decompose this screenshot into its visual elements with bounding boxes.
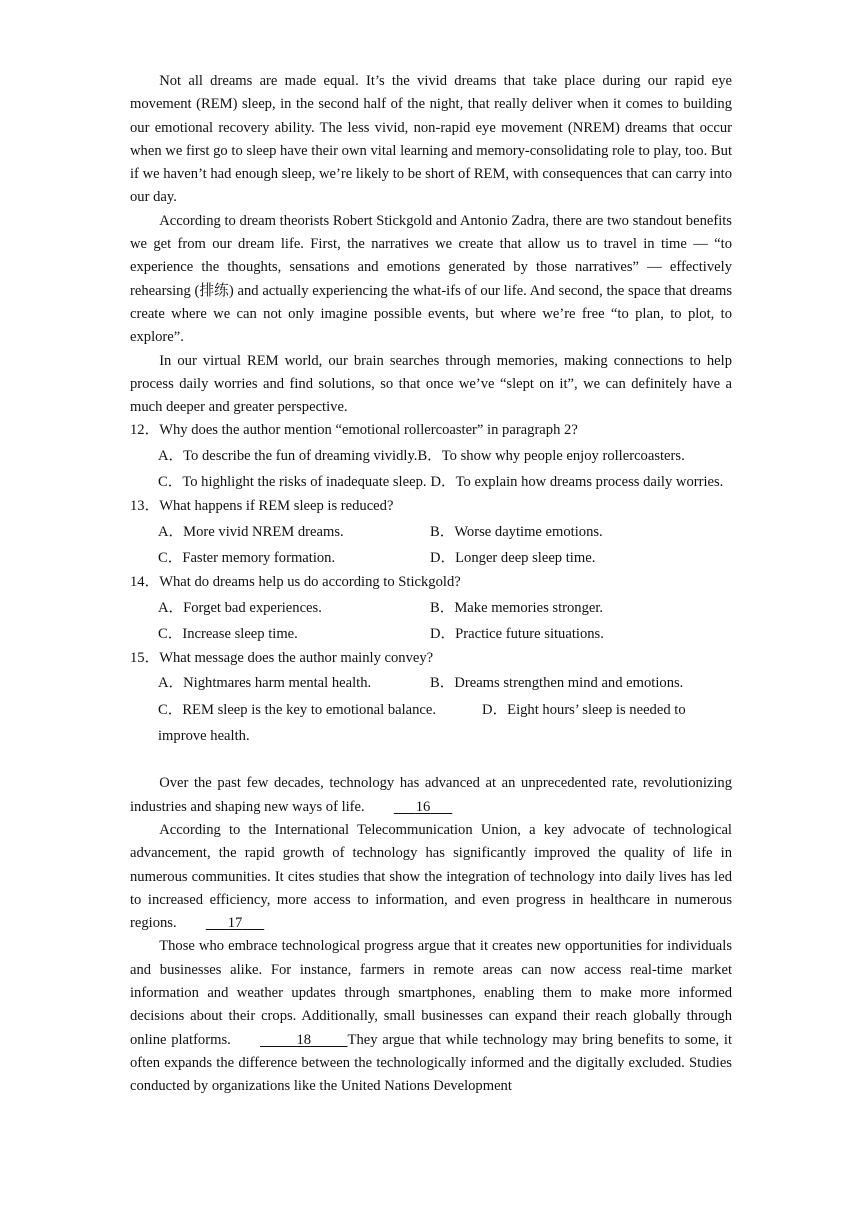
question-15: [130, 647, 732, 670]
blank-18: [231, 1029, 348, 1052]
option-c: C．Increase sleep time.: [158, 625, 298, 642]
question-14: [130, 571, 732, 594]
question-number: 14．: [130, 574, 160, 591]
passage-b-paragraph-1: [130, 772, 732, 819]
question-12-options: [158, 443, 732, 496]
option-b: B．Worse daytime emotions.: [430, 523, 603, 540]
paragraph-text: They argue that while technology may bring benefits to some, it often expands the difference between the technologically informed and the digitally excluded. Studies conducted by organizations like the United Nations Development: [130, 1031, 732, 1095]
question-12: [130, 419, 732, 442]
option-d: D．Longer deep sleep time.: [430, 549, 596, 566]
option-c: C．Faster memory formation.: [158, 549, 336, 566]
question-13: [130, 495, 732, 518]
option-row: [158, 443, 732, 469]
blank-16: [365, 796, 453, 819]
option-c: C．To highlight the risks of inadequate sleep.: [158, 474, 427, 491]
option-row: [158, 595, 732, 621]
option-a: A．More vivid NREM dreams.: [158, 523, 344, 540]
option-d: D．Practice future situations.: [430, 625, 604, 642]
passage-a-paragraph-2: According to dream theorists Robert Stickgold and Antonio Zadra, there are two standout benefits we get from our dream life. First, the narratives we create that allow us to travel in time — “to experience the thoughts, sensations and emotions generated by those narratives” — effectively rehearsing (排练) and actually experiencing the what-ifs of our life. And second, the space that dreams create where we can not only imagine possible events, but where we’re free “to plan, to plot, to explore”.: [130, 212, 732, 346]
paragraph-text: According to the International Telecommunication Union, a key advocate of technological advancement, the rapid growth of technology has significantly improved the quality of life in numerous communities. It cites studies that show the integration of technology into daily lives has led to increased efficiency, more access to information, and even progress in healthcare in numerous regions.: [130, 821, 732, 932]
option-row: [158, 670, 732, 696]
passage-b-paragraph-3: [130, 935, 732, 1098]
option-row: [158, 621, 732, 647]
blank-17: [177, 912, 265, 935]
question-13-options: [158, 519, 732, 572]
option-b: B．To show why people enjoy rollercoasters.: [417, 447, 685, 464]
option-a: A．Nightmares harm mental health.: [158, 675, 372, 692]
blank-number: 16: [415, 798, 431, 815]
passage-a-paragraph-1: Not all dreams are made equal. It’s the vivid dreams that take place during our rapid eye movement (REM) sleep, in the second half of the night, that really deliver when it comes to building our emotional recovery ability. The less vivid, non-rapid eye movement (NREM) dreams that occur when we first go to sleep have their own vital learning and memory-consolidating role to play, too. But if we haven’t had enough sleep, we’re likely to be short of REM, with consequences that can carry into our day.: [130, 73, 732, 206]
question-stem: What do dreams help us do according to Stickgold?: [159, 574, 461, 591]
option-row: [158, 545, 732, 571]
option-d: D．To explain how dreams process daily worries.: [430, 474, 724, 491]
option-d: D．Eight hours’ sleep is needed to improve health.: [158, 701, 686, 745]
question-stem: What happens if REM sleep is reduced?: [159, 498, 394, 515]
question-15-options: [158, 670, 732, 749]
document-content: [130, 70, 732, 1098]
option-a: A．Forget bad experiences.: [158, 599, 322, 616]
option-a: A．To describe the fun of dreaming vividly.: [158, 447, 418, 464]
option-row: [158, 697, 732, 750]
question-number: 13．: [130, 498, 160, 515]
paragraph-text: Over the past few decades, technology has advanced at an unprecedented rate, revolutionizing industries and shaping new ways of life.: [130, 775, 732, 815]
passage-a-paragraph-3: In our virtual REM world, our brain searches through memories, making connections to help process daily worries and find solutions, so that once we’ve “slept on it”, we can definitely have a much deeper and greater perspective.: [130, 352, 732, 416]
question-number: 12．: [130, 422, 160, 439]
option-row: [158, 469, 732, 495]
option-c: C．REM sleep is the key to emotional balance.: [158, 701, 437, 718]
option-b: B．Dreams strengthen mind and emotions.: [430, 675, 684, 692]
question-stem: What message does the author mainly convey?: [159, 650, 434, 667]
question-14-options: [158, 595, 732, 648]
option-row: [158, 519, 732, 545]
blank-number: 18: [296, 1031, 312, 1048]
paragraph-text: Those who embrace technological progress argue that it creates new opportunities for individuals and businesses alike. For instance, farmers in remote areas can now access real-time market information and weather updates through smartphones, enabling them to make more informed decisions about their crops. Additionally, small businesses can expand their reach globally through online platforms.: [130, 938, 732, 1048]
question-number: 15．: [130, 650, 160, 667]
option-b: B．Make memories stronger.: [430, 599, 604, 616]
passage-b-paragraph-2: [130, 819, 732, 935]
question-stem: Why does the author mention “emotional rollercoaster” in paragraph 2?: [159, 422, 578, 439]
section-gap: [130, 749, 732, 772]
blank-number: 17: [227, 915, 243, 932]
